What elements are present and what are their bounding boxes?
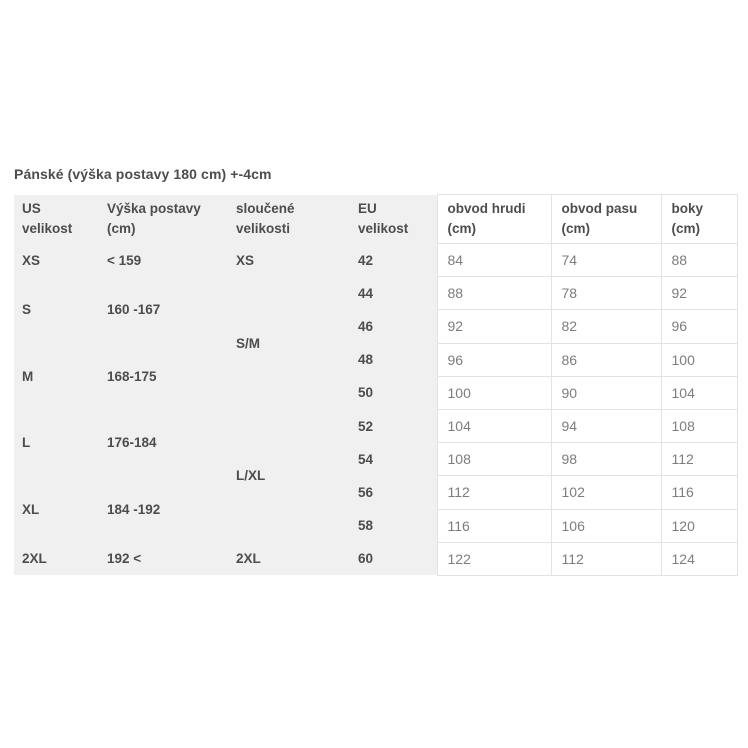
cell-waist: 74 bbox=[551, 244, 661, 277]
cell-hips: 124 bbox=[661, 542, 737, 575]
cell-waist: 86 bbox=[551, 343, 661, 376]
cell-hips: 92 bbox=[661, 277, 737, 310]
size-row-eu60 bbox=[14, 542, 737, 575]
cell-chest: 112 bbox=[437, 476, 551, 509]
cell-hips: 100 bbox=[661, 343, 737, 376]
cell-hips: 120 bbox=[661, 509, 737, 542]
cell-eu-size: 48 bbox=[350, 343, 437, 376]
cell-us-size: S bbox=[14, 277, 99, 343]
cell-eu-size: 52 bbox=[350, 409, 437, 442]
cell-eu-size: 58 bbox=[350, 509, 437, 542]
cell-eu-size: 56 bbox=[350, 476, 437, 509]
col-header-waist: obvod pasu (cm) bbox=[551, 195, 661, 244]
size-row-eu48 bbox=[14, 343, 737, 376]
cell-us-size: 2XL bbox=[14, 542, 99, 575]
cell-waist: 102 bbox=[551, 476, 661, 509]
col-header-body-height: Výška postavy (cm) bbox=[99, 195, 228, 244]
size-row-eu56 bbox=[14, 476, 737, 509]
cell-waist: 94 bbox=[551, 409, 661, 442]
cell-chest: 104 bbox=[437, 409, 551, 442]
cell-chest: 100 bbox=[437, 376, 551, 409]
cell-waist: 112 bbox=[551, 542, 661, 575]
cell-hips: 112 bbox=[661, 443, 737, 476]
size-row-eu44 bbox=[14, 277, 737, 310]
cell-eu-size: 44 bbox=[350, 277, 437, 310]
cell-merged-size: L/XL bbox=[228, 409, 350, 542]
cell-chest: 108 bbox=[437, 443, 551, 476]
cell-us-size: XS bbox=[14, 244, 99, 277]
cell-chest: 84 bbox=[437, 244, 551, 277]
cell-hips: 104 bbox=[661, 376, 737, 409]
col-header-us-size: US velikost bbox=[14, 195, 99, 244]
cell-body-height: 168-175 bbox=[99, 343, 228, 409]
cell-waist: 98 bbox=[551, 443, 661, 476]
col-header-eu-size: EU velikost bbox=[350, 195, 437, 244]
cell-eu-size: 46 bbox=[350, 310, 437, 343]
col-header-merged-sizes: sloučené velikosti bbox=[228, 195, 350, 244]
cell-merged-size: XS bbox=[228, 244, 350, 277]
cell-waist: 78 bbox=[551, 277, 661, 310]
cell-body-height: 184 -192 bbox=[99, 476, 228, 542]
cell-us-size: M bbox=[14, 343, 99, 409]
cell-chest: 116 bbox=[437, 509, 551, 542]
cell-hips: 108 bbox=[661, 409, 737, 442]
cell-us-size: XL bbox=[14, 476, 99, 542]
cell-merged-size: S/M bbox=[228, 277, 350, 410]
cell-eu-size: 42 bbox=[350, 244, 437, 277]
cell-eu-size: 60 bbox=[350, 542, 437, 575]
cell-chest: 96 bbox=[437, 343, 551, 376]
cell-body-height: 192 < bbox=[99, 542, 228, 575]
cell-eu-size: 54 bbox=[350, 443, 437, 476]
cell-hips: 88 bbox=[661, 244, 737, 277]
cell-chest: 122 bbox=[437, 542, 551, 575]
cell-merged-size: 2XL bbox=[228, 542, 350, 575]
cell-hips: 116 bbox=[661, 476, 737, 509]
cell-waist: 90 bbox=[551, 376, 661, 409]
col-header-hips: boky (cm) bbox=[661, 195, 737, 244]
cell-waist: 82 bbox=[551, 310, 661, 343]
cell-us-size: L bbox=[14, 409, 99, 475]
size-row-eu42 bbox=[14, 244, 737, 277]
cell-waist: 106 bbox=[551, 509, 661, 542]
size-chart-title: Pánské (výška postavy 180 cm) +-4cm bbox=[14, 166, 272, 182]
cell-hips: 96 bbox=[661, 310, 737, 343]
cell-body-height: 176-184 bbox=[99, 409, 228, 475]
size-row-eu52 bbox=[14, 409, 737, 442]
cell-body-height: 160 -167 bbox=[99, 277, 228, 343]
size-chart-table bbox=[14, 194, 738, 576]
header-row bbox=[14, 195, 737, 244]
cell-chest: 88 bbox=[437, 277, 551, 310]
col-header-chest: obvod hrudi (cm) bbox=[437, 195, 551, 244]
cell-chest: 92 bbox=[437, 310, 551, 343]
cell-eu-size: 50 bbox=[350, 376, 437, 409]
cell-body-height: < 159 bbox=[99, 244, 228, 277]
